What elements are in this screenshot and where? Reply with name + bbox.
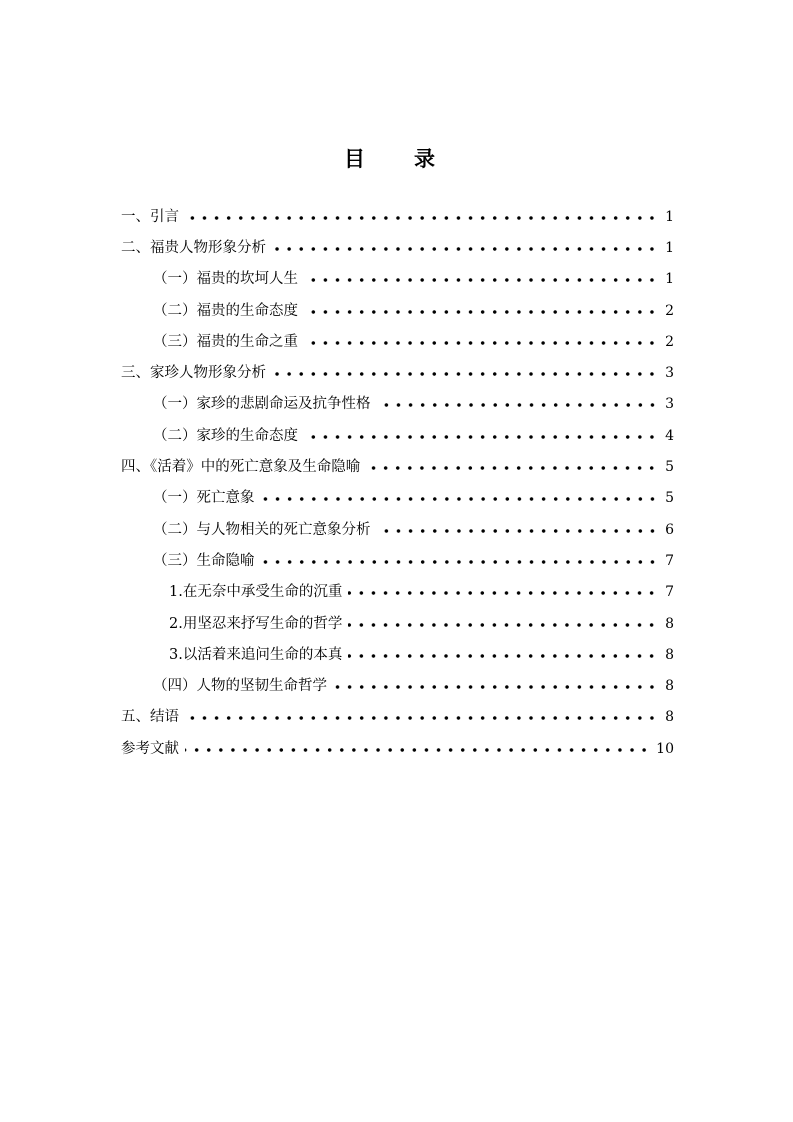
toc-entry[interactable] bbox=[121, 295, 674, 326]
toc-leader-dots bbox=[377, 403, 659, 407]
toc-page-number: 1 bbox=[665, 271, 674, 288]
toc-leader-dots bbox=[185, 216, 658, 220]
toc-page-number: 6 bbox=[665, 521, 674, 538]
toc-entry[interactable] bbox=[121, 608, 674, 639]
toc-entry[interactable] bbox=[121, 733, 674, 764]
toc-page-number: 2 bbox=[665, 302, 674, 319]
toc-leader-dots bbox=[261, 560, 659, 564]
toc-entry-title: 参考文献 bbox=[121, 740, 179, 757]
toc-entry[interactable] bbox=[121, 702, 674, 733]
toc-entry-title: （二）福贵的生命态度 bbox=[153, 302, 298, 319]
toc-page-number: 10 bbox=[656, 740, 674, 757]
toc-page-number: 3 bbox=[665, 365, 674, 382]
toc-page-number: 8 bbox=[665, 709, 674, 726]
toc-entry[interactable] bbox=[121, 232, 674, 263]
toc-entry-title: （一）福贵的坎坷人生 bbox=[153, 271, 298, 288]
toc-page-number: 2 bbox=[665, 333, 674, 350]
toc-leader-dots bbox=[272, 372, 658, 376]
toc-leader-dots bbox=[366, 466, 658, 470]
toc-entry-title: （一）死亡意象 bbox=[153, 490, 255, 507]
toc-page-number: 7 bbox=[665, 552, 674, 569]
toc-entry[interactable] bbox=[121, 357, 674, 388]
toc-page-number: 5 bbox=[665, 490, 674, 507]
toc-entry[interactable] bbox=[121, 264, 674, 295]
toc-page-number: 1 bbox=[665, 208, 674, 225]
toc-entry-title: 二、福贵人物形象分析 bbox=[121, 239, 266, 256]
toc-entry[interactable] bbox=[121, 514, 674, 545]
toc-leader-dots bbox=[304, 341, 658, 345]
toc-entry[interactable] bbox=[121, 420, 674, 451]
toc-leader-dots bbox=[333, 685, 658, 689]
toc-entry[interactable] bbox=[121, 389, 674, 420]
toc-entry[interactable] bbox=[121, 326, 674, 357]
toc-entry-title: 2.用坚忍来抒写生命的哲学 bbox=[169, 615, 343, 632]
toc-entry[interactable] bbox=[121, 545, 674, 576]
toc-leader-dots bbox=[348, 591, 658, 595]
toc-page-number: 8 bbox=[665, 615, 674, 632]
page-title: 目 录 bbox=[344, 147, 449, 171]
toc-entry-title: （二）家珍的生命态度 bbox=[153, 427, 298, 444]
toc-entry-title: 1.在无奈中承受生命的沉重 bbox=[169, 584, 343, 601]
toc-entry[interactable] bbox=[121, 670, 674, 701]
toc-page-number: 8 bbox=[665, 678, 674, 695]
toc-page-number: 4 bbox=[665, 427, 674, 444]
toc-entry[interactable] bbox=[121, 639, 674, 670]
toc-leader-dots bbox=[304, 278, 658, 282]
toc-page-number: 7 bbox=[665, 584, 674, 601]
toc-entry[interactable] bbox=[121, 577, 674, 608]
toc-entry-title: （四）人物的坚韧生命哲学 bbox=[153, 678, 327, 695]
toc-leader-dots bbox=[377, 529, 659, 533]
toc-page-number: 3 bbox=[665, 396, 674, 413]
toc-entry-title: 五、结语 bbox=[121, 709, 179, 726]
toc-leader-dots bbox=[304, 435, 658, 439]
toc-entry-title: 一、引言 bbox=[121, 208, 179, 225]
toc-leader-dots bbox=[261, 497, 659, 501]
toc-entry-title: 3.以活着来追问生命的本真 bbox=[169, 646, 343, 663]
toc-leader-dots bbox=[272, 247, 658, 251]
toc-page-number: 5 bbox=[665, 459, 674, 476]
toc-leader-dots bbox=[185, 748, 650, 752]
toc-entry-title: 四、《活着》中的死亡意象及生命隐喻 bbox=[121, 459, 361, 476]
toc-page-number: 1 bbox=[665, 239, 674, 256]
toc-leader-dots bbox=[185, 716, 658, 720]
toc-entry-title: （二）与人物相关的死亡意象分析 bbox=[153, 521, 371, 538]
toc-entry-title: 三、家珍人物形象分析 bbox=[121, 365, 266, 382]
toc-entry-title: （一）家珍的悲剧命运及抗争性格 bbox=[153, 396, 371, 413]
toc-entry-title: （三）福贵的生命之重 bbox=[153, 333, 298, 350]
toc-entry[interactable] bbox=[121, 201, 674, 232]
toc-entry-title: （三）生命隐喻 bbox=[153, 552, 255, 569]
table-of-contents bbox=[121, 201, 674, 764]
toc-leader-dots bbox=[348, 654, 658, 658]
toc-leader-dots bbox=[348, 623, 658, 627]
toc-entry[interactable] bbox=[121, 483, 674, 514]
toc-leader-dots bbox=[304, 310, 658, 314]
toc-entry[interactable] bbox=[121, 451, 674, 482]
toc-page-number: 8 bbox=[665, 646, 674, 663]
